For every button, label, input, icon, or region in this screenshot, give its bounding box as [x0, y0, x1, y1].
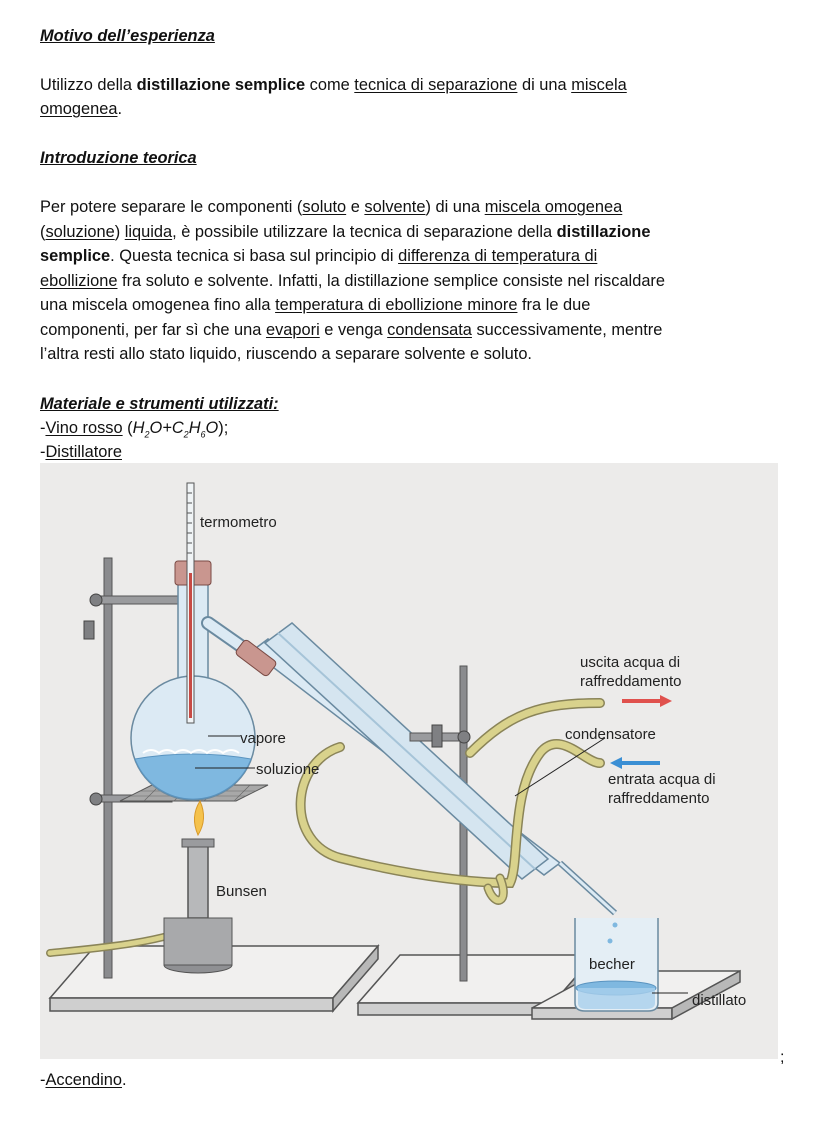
underlined-term: miscela [571, 76, 627, 94]
left-stand-rod [104, 558, 112, 978]
heading-materiale: Materiale e strumenti utilizzati: [40, 395, 279, 413]
label-termometro: termometro [200, 514, 277, 531]
intro-line-1 [40, 196, 622, 218]
text: Utilizzo della [40, 76, 137, 94]
label-entrata-2: raffreddamento [608, 790, 710, 807]
text: come [305, 76, 355, 94]
intro-line-7: l’altra resti allo stato liquido, riuscendo a separare solvente e soluto. [40, 345, 532, 363]
arrow-out-icon [622, 695, 672, 707]
intro-line-2 [40, 221, 650, 243]
motivo-paragraph-line-2 [40, 98, 122, 120]
drop-icon [613, 923, 618, 928]
underlined-term: differenza di temperatura di [398, 247, 598, 265]
text: una miscela omogenea fino alla [40, 296, 276, 314]
text: , è possibile utilizzare la tecnica di separazione della [172, 223, 557, 241]
text: di una [517, 76, 572, 94]
heading-motivo: Motivo dell’esperienza [40, 27, 215, 45]
underlined-term: tecnica di separazione [354, 76, 518, 94]
text: - [40, 1071, 46, 1089]
label-becher: becher [589, 956, 635, 973]
label-vapore: vapore [240, 730, 286, 747]
underlined-term: Distillatore [45, 443, 122, 461]
text: successivamente, mentre [471, 321, 663, 339]
drop-icon [608, 939, 613, 944]
underlined-term: ebollizione [40, 272, 118, 290]
material-item-accendino [40, 1069, 127, 1091]
text: ( [122, 419, 133, 437]
label-bunsen: Bunsen [216, 883, 267, 900]
underlined-term: condensata [387, 321, 472, 339]
label-soluzione: soluzione [256, 761, 320, 778]
label-condensatore: condensatore [565, 726, 656, 743]
text: . Questa tecnica si basa sul principio di [110, 247, 399, 265]
motivo-paragraph-line-1 [40, 74, 627, 96]
text: . [117, 100, 123, 118]
text: - [40, 419, 46, 437]
intro-line-4 [40, 270, 665, 292]
text: Per potere separare le componenti ( [40, 198, 303, 216]
underlined-term: omogenea [40, 100, 118, 118]
label-entrata-1: entrata acqua di [608, 771, 716, 788]
text: componenti, per far sì che una [40, 321, 266, 339]
underlined-term: soluto [302, 198, 347, 216]
intro-line-3 [40, 245, 597, 267]
text: fra soluto e solvente. Infatti, la distillazione semplice consiste nel riscaldare [117, 272, 666, 290]
underlined-term: miscela omogenea [484, 198, 623, 216]
flame-icon [194, 801, 203, 835]
chemical-formula: $H_2O+C_2H_6O$ [132, 419, 219, 440]
distillation-figure [40, 463, 778, 1059]
arrow-in-icon [610, 757, 660, 769]
heading-introduzione: Introduzione teorica [40, 149, 197, 167]
bold-term: distillazione semplice [136, 76, 306, 94]
intro-line-6 [40, 319, 662, 341]
text: ) di una [425, 198, 485, 216]
thermometer-mercury [189, 573, 192, 718]
underlined-term: Vino rosso [45, 419, 123, 437]
label-uscita-2: raffreddamento [580, 673, 682, 690]
label-uscita-1: uscita acqua di [580, 654, 681, 671]
text: ); [218, 419, 229, 437]
bold-term: distillazione [556, 223, 651, 241]
underlined-term: liquida [124, 223, 173, 241]
text: - [40, 443, 46, 461]
text: e [346, 198, 365, 216]
underlined-term: evapori [265, 321, 320, 339]
underlined-term: solvente [364, 198, 426, 216]
text: . [122, 1071, 127, 1089]
label-distillato: distillato [692, 992, 747, 1009]
text: e venga [319, 321, 388, 339]
material-item-distillatore [40, 441, 122, 463]
underlined-term: Accendino [45, 1071, 123, 1089]
underlined-term: soluzione [45, 223, 115, 241]
text: fra le due [517, 296, 591, 314]
underlined-term: temperatura di ebollizione minore [275, 296, 518, 314]
bold-term: semplice [40, 247, 111, 265]
distillation-diagram [40, 463, 778, 1059]
semicolon: ; [780, 1049, 785, 1066]
intro-line-5 [40, 294, 590, 316]
text: ) [114, 223, 125, 241]
text: ( [40, 223, 46, 241]
